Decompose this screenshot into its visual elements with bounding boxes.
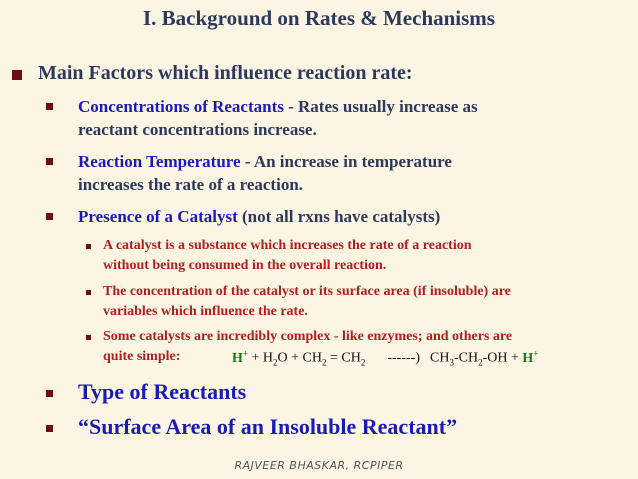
catalyst-point-1: A catalyst is a substance which increases the rate of a reaction [103, 238, 472, 253]
h-plus-label: H+ [522, 348, 539, 366]
factor-text: - An increase in temperature [240, 152, 452, 171]
factor-catalyst [78, 205, 440, 228]
factor-concentrations-line2: reactant concentrations increase. [78, 120, 317, 139]
h-plus-label: H+ [232, 348, 249, 366]
factor-temperature-line2: increases the rate of a reaction. [78, 175, 304, 194]
factor-name: Reaction Temperature [78, 152, 241, 171]
factor-text: (not all rxns have catalysts) [237, 207, 441, 226]
slide-footer: RAJVEER BHASKAR, RCPIPER [234, 459, 404, 472]
bullet-square-icon [86, 290, 91, 295]
hydration-equation: $H^+ + H_2O + CH_2 = CH_2$ ------) $CH_3-CH_2-OH + H^+$ [232, 348, 539, 368]
catalyst-point-2-line2: variables which influence the rate. [103, 304, 308, 319]
catalyst-point-3-line2: quite simple: [103, 349, 181, 364]
bullet-square-icon [46, 390, 53, 397]
type-of-reactants: Type of Reactants [78, 379, 247, 404]
factor-name: Presence of a Catalyst [78, 207, 238, 226]
main-factors-heading: Main Factors which influence reaction rate: [38, 62, 413, 84]
factor-concentrations [78, 95, 478, 118]
surface-area-item: “Surface Area of an Insoluble Reactant” [78, 414, 458, 439]
catalyst-point-3: Some catalysts are incredibly complex - like enzymes; and others are [103, 329, 513, 344]
factor-text: - Rates usually increase as [283, 97, 478, 116]
bullet-square-icon [46, 158, 53, 165]
slide-title: I. Background on Rates & Mechanisms [143, 6, 495, 30]
catalyst-point-2: The concentration of the catalyst or its surface area (if insoluble) are [103, 284, 511, 299]
equation-arrow: ------) [387, 350, 420, 366]
bullet-square-icon [46, 425, 53, 432]
factor-temperature [78, 150, 452, 173]
bullet-square-icon [46, 103, 53, 110]
bullet-square-icon [86, 244, 91, 249]
catalyst-point-1-line2: without being consumed in the overall reaction. [103, 258, 387, 273]
bullet-square-icon [86, 335, 91, 340]
bullet-square-icon [46, 213, 53, 220]
bullet-square-icon [12, 70, 22, 80]
factor-name: Concentrations of Reactants [78, 97, 284, 116]
